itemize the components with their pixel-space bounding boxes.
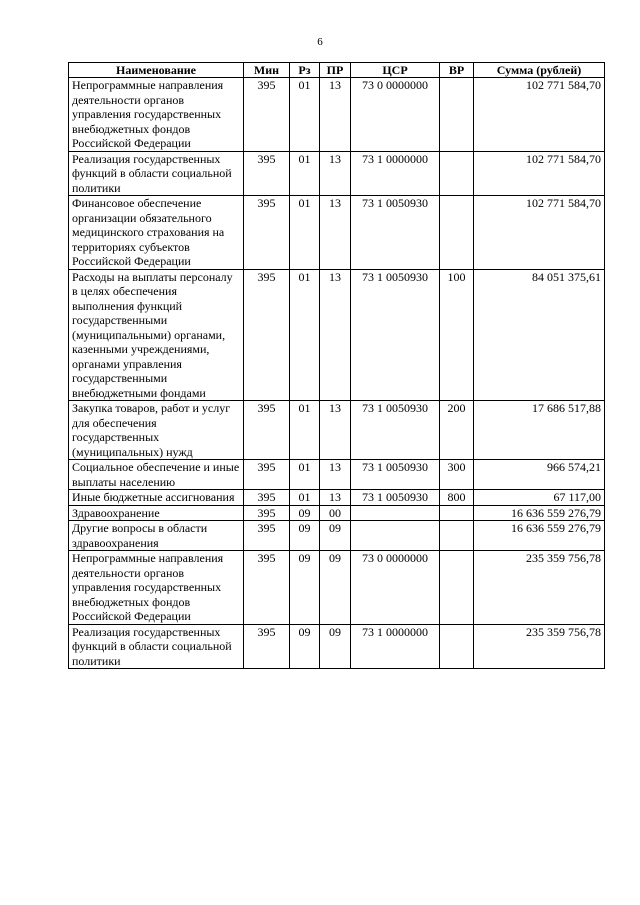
header-sum: Сумма (рублей) — [474, 63, 605, 78]
cell-name: Реализация государственных функций в области социальной политики — [69, 624, 244, 669]
cell-min: 395 — [244, 196, 290, 270]
cell-csr: 73 0 0000000 — [351, 78, 440, 152]
cell-name: Реализация государственных функций в области социальной политики — [69, 151, 244, 196]
cell-csr: 73 1 0000000 — [351, 151, 440, 196]
table-row — [69, 401, 605, 460]
table-row — [69, 490, 605, 506]
cell-rz: 01 — [290, 269, 320, 401]
header-pr: ПР — [320, 63, 351, 78]
header-rz: Рз — [290, 63, 320, 78]
cell-name: Здравоохранение — [69, 505, 244, 521]
cell-pr: 13 — [320, 78, 351, 152]
table-header-row — [69, 63, 605, 78]
cell-vr: 100 — [440, 269, 474, 401]
table-row — [69, 196, 605, 270]
cell-vr — [440, 521, 474, 551]
cell-name: Непрограммные направления деятельности органов управления государственных внебюджетных фондов Российской Федерации — [69, 78, 244, 152]
cell-rz: 01 — [290, 151, 320, 196]
cell-name: Закупка товаров, работ и услуг для обеспечения государственных (муниципальных) нужд — [69, 401, 244, 460]
cell-name: Иные бюджетные ассигнования — [69, 490, 244, 506]
cell-min: 395 — [244, 624, 290, 669]
cell-csr: 73 1 0050930 — [351, 269, 440, 401]
cell-name: Другие вопросы в области здравоохранения — [69, 521, 244, 551]
cell-name: Непрограммные направления деятельности органов управления государственных внебюджетных фондов Российской Федерации — [69, 551, 244, 625]
table-row — [69, 78, 605, 152]
cell-sum: 17 686 517,88 — [474, 401, 605, 460]
cell-pr: 13 — [320, 460, 351, 490]
cell-sum: 235 359 756,78 — [474, 624, 605, 669]
cell-vr: 800 — [440, 490, 474, 506]
cell-rz: 09 — [290, 551, 320, 625]
cell-min: 395 — [244, 505, 290, 521]
cell-csr: 73 1 0050930 — [351, 490, 440, 506]
cell-rz: 01 — [290, 460, 320, 490]
cell-pr: 13 — [320, 490, 351, 506]
cell-csr: 73 1 0050930 — [351, 196, 440, 270]
cell-pr: 09 — [320, 624, 351, 669]
cell-csr — [351, 521, 440, 551]
cell-rz: 01 — [290, 401, 320, 460]
cell-min: 395 — [244, 490, 290, 506]
page-number: 6 — [317, 36, 323, 48]
cell-min: 395 — [244, 551, 290, 625]
budget-table — [68, 62, 605, 669]
cell-vr — [440, 551, 474, 625]
cell-csr: 73 1 0050930 — [351, 460, 440, 490]
cell-vr — [440, 624, 474, 669]
cell-csr: 73 1 0050930 — [351, 401, 440, 460]
cell-pr: 13 — [320, 269, 351, 401]
cell-min: 395 — [244, 521, 290, 551]
cell-csr: 73 1 0000000 — [351, 624, 440, 669]
cell-min: 395 — [244, 151, 290, 196]
cell-csr: 73 0 0000000 — [351, 551, 440, 625]
cell-csr — [351, 505, 440, 521]
table-row — [69, 521, 605, 551]
cell-name: Расходы на выплаты персоналу в целях обеспечения выполнения функций государственными (муниципальными) органами, казенными учреждениями, органами управления государственными внебюджетными фондами — [69, 269, 244, 401]
cell-pr: 13 — [320, 401, 351, 460]
cell-rz: 01 — [290, 78, 320, 152]
cell-name: Финансовое обеспечение организации обязательного медицинского страхования на территориях субъектов Российской Федерации — [69, 196, 244, 270]
cell-min: 395 — [244, 269, 290, 401]
cell-vr: 300 — [440, 460, 474, 490]
table-row — [69, 505, 605, 521]
table-row — [69, 460, 605, 490]
cell-rz: 09 — [290, 624, 320, 669]
cell-min: 395 — [244, 460, 290, 490]
cell-rz: 09 — [290, 505, 320, 521]
cell-pr: 13 — [320, 196, 351, 270]
cell-rz: 01 — [290, 196, 320, 270]
table-row — [69, 551, 605, 625]
cell-vr — [440, 505, 474, 521]
table-row — [69, 269, 605, 401]
cell-vr — [440, 196, 474, 270]
cell-pr: 00 — [320, 505, 351, 521]
table-row — [69, 151, 605, 196]
cell-sum: 102 771 584,70 — [474, 196, 605, 270]
header-csr: ЦСР — [351, 63, 440, 78]
cell-rz: 01 — [290, 490, 320, 506]
cell-name: Социальное обеспечение и иные выплаты населению — [69, 460, 244, 490]
cell-sum: 84 051 375,61 — [474, 269, 605, 401]
cell-sum: 67 117,00 — [474, 490, 605, 506]
cell-min: 395 — [244, 401, 290, 460]
cell-vr: 200 — [440, 401, 474, 460]
header-name: Наименование — [69, 63, 244, 78]
header-vr: ВР — [440, 63, 474, 78]
header-min: Мин — [244, 63, 290, 78]
cell-vr — [440, 78, 474, 152]
cell-pr: 09 — [320, 521, 351, 551]
cell-sum: 16 636 559 276,79 — [474, 505, 605, 521]
cell-sum: 102 771 584,70 — [474, 151, 605, 196]
cell-sum: 235 359 756,78 — [474, 551, 605, 625]
cell-sum: 16 636 559 276,79 — [474, 521, 605, 551]
cell-rz: 09 — [290, 521, 320, 551]
cell-pr: 13 — [320, 151, 351, 196]
cell-sum: 966 574,21 — [474, 460, 605, 490]
cell-min: 395 — [244, 78, 290, 152]
cell-sum: 102 771 584,70 — [474, 78, 605, 152]
cell-vr — [440, 151, 474, 196]
table-row — [69, 624, 605, 669]
cell-pr: 09 — [320, 551, 351, 625]
